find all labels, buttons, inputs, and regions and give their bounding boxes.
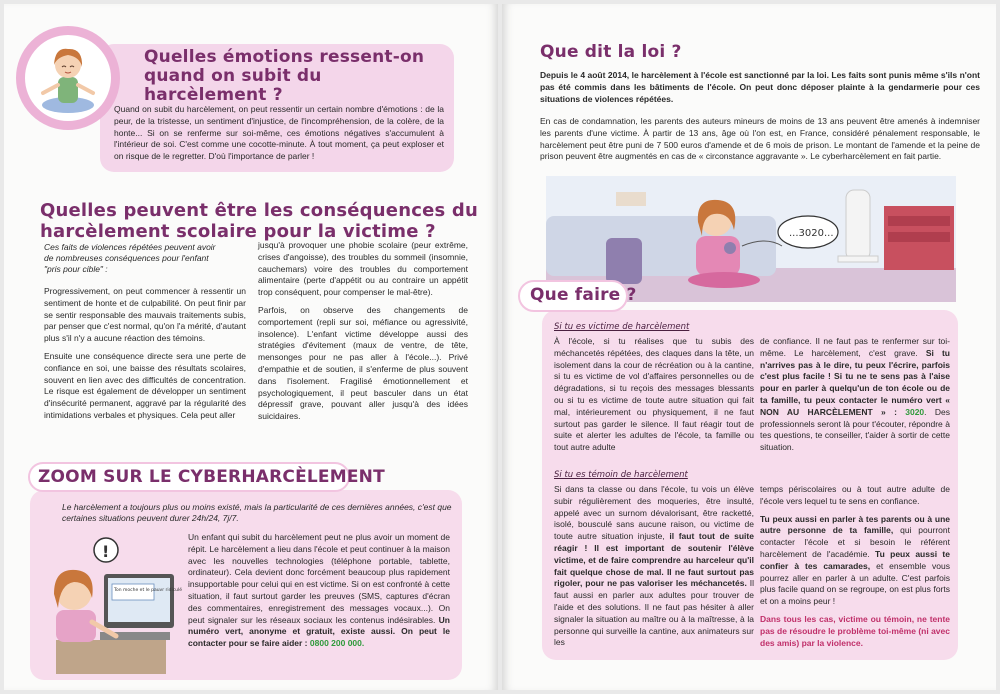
victim-text-end: . Des professionnels seront là pour t'écouter, répondre à tes questions, te conseiller, t'aider à sortir de cette situation. bbox=[760, 406, 950, 453]
cyberbullying-intro: Le harcèlement a toujours plus ou moins existé, mais la particularité de ces dernières années, c'est que certaines situations peuvent durer 24h/24, 7j/7. bbox=[62, 502, 452, 523]
consequences-title: Quelles peuvent être les conséquences du harcèlement scolaire pour la victime ? bbox=[40, 200, 478, 242]
victim-helpline-number: 3020 bbox=[905, 406, 925, 417]
witness-column-b bbox=[760, 484, 950, 649]
what-to-do-title: Que faire ? bbox=[530, 285, 637, 305]
witness-bold-text: Tu peux aussi te confier à tes camarades, bbox=[760, 548, 950, 571]
witness-text: Si dans ta classe ou dans l'école, tu vois un élève subir régulièrement des moqueries, être insulté, appelé avec un surnom dévalorisant, être racketté, isolé, bousculé sans aucune raison, ou victime de toute autre situation injuste, bbox=[554, 484, 754, 542]
girl-at-computer-illustration bbox=[42, 528, 182, 676]
victim-column-a: À l'école, si tu réalises que tu subis des méchancetés répétées, des claques dans la tête, un isolement dans la cour de récréation ou à la cantine, si tu es victime de vol d'affaires personnelles ou de dégradations, si tu reçois des messages blessants ou si tu es victime de toute autre situation qui fait mal, intérieurement ou physiquement, il ne faut surtout pas garder le silence. Il faut réagir tout de suite et alerter les adultes de l'école, ta famille ou tout autre adulte bbox=[554, 336, 754, 453]
left-page bbox=[4, 4, 498, 690]
witness-bold-text: Tu peux aussi en parler à tes parents ou à une autre personne de ta famille, bbox=[760, 513, 950, 536]
svg-text:!: ! bbox=[102, 542, 110, 561]
law-paragraph-1: Depuis le 4 août 2014, le harcèlement à l'école est sanctionné par la loi. Les faits sont punis même s'ils n'ont pas été commis dans les bâtiments de l'école. On peut donc déposer plainte à la gendarmerie pour ces situations de violences répétées. bbox=[540, 70, 980, 104]
emotions-title: Quelles émotions ressent-on quand on subit du harcèlement ? bbox=[144, 47, 425, 105]
victim-column-b bbox=[760, 336, 950, 454]
witness-paragraph bbox=[760, 514, 950, 608]
law-paragraph-2: En cas de condamnation, les parents des auteurs mineurs de moins de 13 ans peuvent être amenés à indemniser les parents d'une victime. À partir de 13 ans, âge où l'on est, en France, considéré pénalement responsable, le harcèlement peut être puni de 7 500 euros d'amende et de 6 mois de prison. Le montant de l'amende et la peine de prison peuvent être augmentés en cas de « circonstance aggravante ». Le cyberharcèlement en fait partie. bbox=[540, 116, 980, 162]
witness-bold-text: il faut tout de suite réagir ! Il est important de soutenir l'élève victime, et de faire comprendre au harceleur qu'il fait quelque chose de mal. Il ne faut surtout pas rigoler, pour ne pas valoriser les méchancetés. bbox=[554, 531, 754, 589]
witness-text: Il faut aussi en parler aux adultes pour trouver de l'aide et des solutions. Il ne faut pas hésiter à aller signaler la situation au maître ou à la maîtresse, à la personne qui surveille la cantine, aux animateurs sur les bbox=[554, 578, 754, 648]
consequences-intro: Ces faits de violences répétées peuvent avoir de nombreuses conséquences pour l'enfant "pris pour cible" : bbox=[44, 242, 216, 274]
helpline-number: 0800 200 000 bbox=[309, 638, 362, 649]
cyberbullying-paragraph: Un enfant qui subit du harcèlement peut ne plus avoir un moment de répit. Le harcèlement a lieu dans l'école et peut continuer à la maison avec les nouvelles technologies (téléphone portable, tablette, ordinateur). Cela devient donc forcément beaucoup plus rapidement insupportable pour celui qui en est victime. Si on est confronté à cette situation, il faut surtout garder les preuves (SMS, captures d'écran des commentaires, enregistrement des messages vocaux...). On peut signaler sur les réseaux sociaux les contenus indésirables. bbox=[188, 532, 450, 625]
witness-subhead: Si tu es témoin de harcèlement bbox=[554, 470, 688, 480]
meditating-girl-illustration bbox=[16, 26, 120, 130]
witness-text: temps périscolaires ou à tout autre adulte de l'école vers lequel tu te sens en confiance. bbox=[760, 484, 950, 506]
consequences-paragraph: Ensuite une conséquence directe sera une perte de confiance en soi, une baisse des résultats scolaires, souvent en lien avec des difficultés de concentration. Le risque est également de développer un sentiment d'insécurité permanent, aggravé par la régularité des intimidations verbales et physiques. Cela peut aller bbox=[44, 350, 246, 420]
no-violence-warning: Dans tous les cas, victime ou témoin, ne tente pas de résoudre le problème toi-même (ni avec des amis) par la violence. bbox=[760, 613, 950, 648]
consequences-column-b bbox=[258, 240, 468, 423]
witness-text: qui pourront contacter l'école et si besoin le référent harcèlement de l'académie. bbox=[760, 525, 950, 559]
consequences-column-a bbox=[44, 286, 246, 422]
victim-text: de confiance. Il ne faut pas te renfermer sur toi-même. Le harcèlement, c'est grave. bbox=[760, 336, 950, 358]
consequences-paragraph: jusqu'à provoquer une phobie scolaire (peur extrême, crises d'angoisse), des troubles du sommeil (insomnie, cauchemars) voire des troubles du comportement alimentaire (perte d'appétit ou au contraire un appétit trop conséquent, pour compenser le mal-être). bbox=[258, 240, 468, 298]
phone-speech-bubble: ...3020... bbox=[789, 228, 834, 239]
law-title: Que dit la loi ? bbox=[540, 42, 682, 62]
cyberbullying-title: ZOOM SUR LE CYBERHARCÈLEMENT bbox=[38, 467, 385, 487]
consequences-paragraph: Progressivement, on peut commencer à ressentir un sentiment de honte et de culpabilité. On peut finir par se sentir responsable des mauvais traitements subis, par penser que c'est normal, qu'on l'a mérité, d'autant plus s'il n'y a aucune réaction des témoins. bbox=[44, 286, 246, 344]
right-page bbox=[502, 4, 996, 690]
victim-subhead: Si tu es victime de harcèlement bbox=[554, 322, 690, 332]
helpline-sentence: Un numéro vert, anonyme et gratuit, existe aussi. On peut le contacter pour se faire aider : bbox=[188, 614, 450, 649]
emotions-text: Quand on subit du harcèlement, on peut ressentir un certain nombre d'émotions : de la peur, de la tristesse, un sentiment d'injustice, de l'incompréhension, de la colère, de la honte... Si on se renferme sur soi-même, ces émotions négatives s'accumulent à l'intérieur de soi. C'est comme une cocotte-minute. À tout moment, ça peut exploser et on risque de le regretter. D'où l'importance de parler ! bbox=[114, 104, 444, 162]
consequences-paragraph: Parfois, on observe des changements de comportement (repli sur soi, méfiance ou agressivité, insolence). L'enfant victime développe aussi des stratégies d'évitement (maux de ventre, de tête, mensonges pour ne pas aller à l'école...). Privé d'empathie et de soutien, il s'enferme de plus souvent dans l'isolement. Fragilisé émotionnellement et psychologiquement, il peut basculer dans un état dépressif grave, pouvant aller jusqu'à des idées suicidaires. bbox=[258, 304, 468, 422]
victim-bold-text: Si tu n'arrives pas à le dire, tu peux l'écrire, parfois c'est plus facile ! Si tu ne te sens pas à l'aise pour en parler à quelqu'un de ton école ou de ta famille, tu peux contacter le numéro vert « NON AU HARCÈLEMENT » : bbox=[760, 347, 950, 417]
witness-column-a bbox=[554, 484, 754, 649]
computer-screen-text: Ton moche et le pauvr ridiculé !!! bbox=[114, 588, 182, 593]
cyberbullying-text: Un enfant qui subit du harcèlement peut ne plus avoir un moment de répit. Le harcèlement a lieu dans l'école et peut continuer à la maison avec les nouvelles technologies (téléphone portable, tablette, ordinateur). Cela devient donc forcément beaucoup plus rapidement insupportable pour celui qui en est victime. Si on est confronté à cette situation, il faut surtout garder les preuves (SMS, captures d'écran des commentaires, enregistrement des messages vocaux...). On peut signaler sur les réseaux sociaux les contenus indésirables. Un numéro vert, anonyme et gratuit, existe aussi. On peut le contacter pour se faire aider : 0800 200 000. bbox=[188, 532, 450, 649]
witness-text: et ensemble vous pourrez aller en parler à un adulte. C'est parfois plus facile quand on se regroupe, on est plus forts et on a moins peur ! bbox=[760, 560, 950, 607]
